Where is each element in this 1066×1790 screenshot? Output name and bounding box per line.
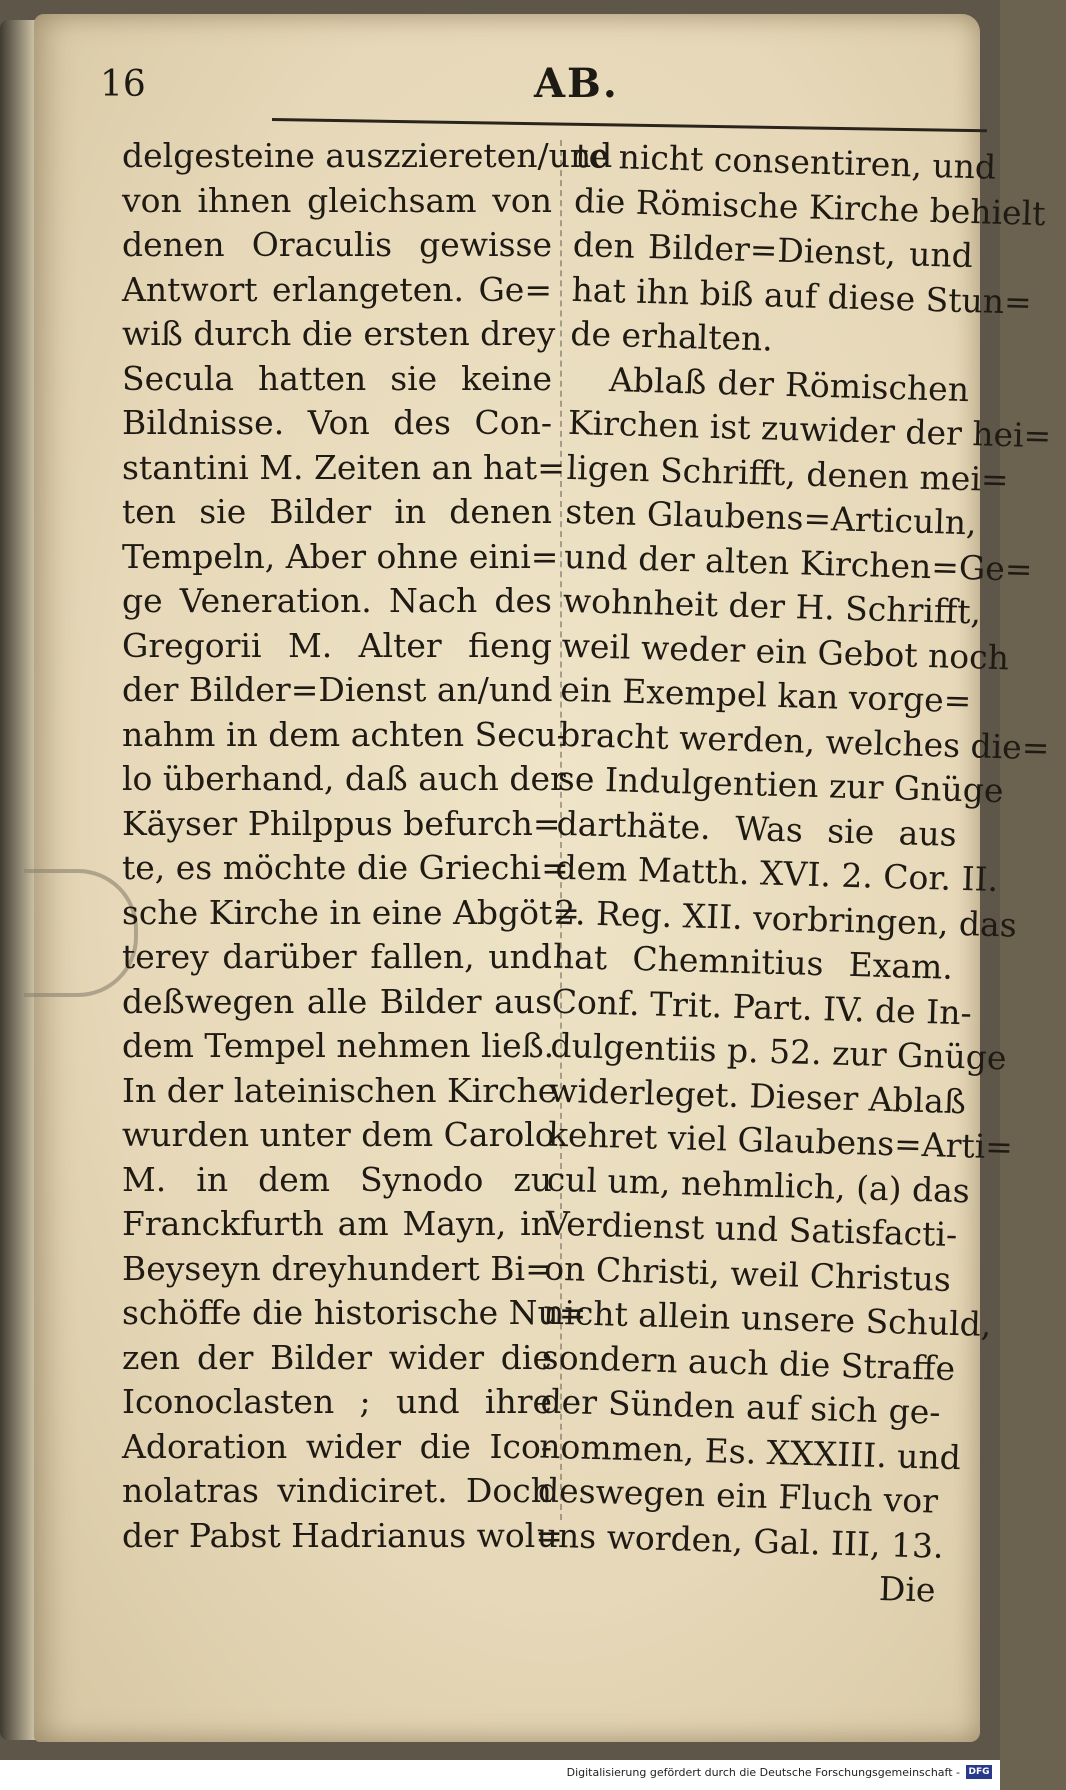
text-line: nolatras vindiciret. Doch	[122, 1471, 552, 1510]
text-line: dem Tempel nehmen ließ.	[122, 1026, 555, 1065]
text-line: In der lateinischen Kirche	[122, 1070, 558, 1110]
text-line: hat ihn biß auf diese Stun=	[571, 269, 1033, 322]
text-line: sondern auch die Straffe	[541, 1337, 956, 1388]
text-line: terey darüber fallen, und	[122, 937, 552, 976]
text-line: ten sie Bilder in denen	[122, 492, 552, 531]
text-line: Conf. Trit. Part. IV. de In-	[551, 981, 973, 1032]
text-line: wiß durch die ersten drey	[122, 314, 556, 353]
text-line: denen Oraculis gewisse	[122, 225, 552, 264]
text-line: te, es möchte die Griechi=	[122, 848, 569, 887]
running-head: AB.	[534, 60, 619, 107]
text-line: Secula hatten sie keine	[122, 358, 552, 398]
text-line: schöffe die historische Nu=	[122, 1293, 587, 1332]
text-line: M. in dem Synodo zu	[122, 1159, 552, 1199]
text-line: wurden unter dem Carolo	[122, 1115, 555, 1154]
page-clip-mark	[24, 869, 138, 997]
text-line: se Indulgentien zur Gnüge	[557, 758, 1004, 811]
text-line: die Römische Kirche behielt	[573, 180, 1047, 233]
text-line: Antwort erlangeten. Ge=	[122, 269, 552, 309]
text-line: de erhalten.	[569, 313, 774, 359]
text-line: Gregorii M. Alter fieng	[122, 625, 552, 665]
text-line: wohnheit der H. Schrifft,	[562, 580, 982, 632]
text-line: uns worden, Gal. III, 13.	[536, 1514, 945, 1566]
text-line: ligen Schrifft, denen mei=	[566, 447, 1010, 499]
text-line: nicht allein unsere Schuld,	[542, 1292, 992, 1345]
text-line: deswegen ein Fluch vor	[537, 1470, 939, 1521]
text-line: nahm in dem achten Secu-	[122, 714, 568, 754]
text-line: dem Matth. XVI. 2. Cor. II.	[554, 847, 999, 900]
text-line: deßwegen alle Bilder aus	[122, 981, 552, 1021]
text-line: Franckfurth am Mayn, in	[122, 1204, 552, 1243]
text-line: sten Glaubens=Articuln,	[564, 491, 978, 543]
text-line: der Sünden auf sich ge-	[540, 1381, 941, 1432]
text-line: sche Kirche in eine Abgöt=	[122, 892, 580, 932]
left-text-column	[122, 134, 613, 1558]
text-line: ge Veneration. Nach des	[122, 581, 552, 620]
text-line: Beyseyn dreyhundert Bi=	[122, 1248, 553, 1288]
text-line: Iconoclasten ; und ihre	[122, 1382, 552, 1421]
text-line: 2. Reg. XII. vorbringen, das	[553, 892, 1018, 945]
page-number: 16	[100, 64, 146, 105]
text-line: stantini M. Zeiten an hat=	[122, 447, 565, 487]
text-line: von ihnen gleichsam von	[122, 180, 552, 220]
text-line: weil weder ein Gebot noch	[561, 625, 1010, 677]
text-line: ein Exempel kan vorge=	[559, 669, 972, 721]
text-line: kehret viel Glaubens=Arti=	[547, 1114, 1014, 1167]
text-line: Adoration wider die Ico-	[122, 1426, 552, 1466]
text-line: darthäte. Was sie aus	[556, 803, 958, 854]
text-line: Bildnisse. Von des Con-	[122, 403, 552, 442]
text-line: hat Chemnitius Exam.	[552, 936, 954, 987]
text-line: nommen, Es. XXXIII. und	[538, 1425, 962, 1477]
text-line: Käyser Philppus befurch=	[122, 803, 561, 843]
right-text-column	[535, 134, 1052, 1613]
text-line: dulgentiis p. 52. zur Gnüge	[550, 1025, 1008, 1078]
text-line: Kirchen ist zuwider der hei=	[567, 402, 1052, 456]
text-line: Verdienst und Satisfacti-	[545, 1203, 958, 1255]
text-line: delgesteine auszziereten/und	[122, 136, 613, 175]
text-line: der Bilder=Dienst an/und	[122, 670, 553, 709]
text-line: on Christi, weil Christus	[543, 1248, 952, 1299]
text-line: Ablaß der Römischen	[608, 359, 970, 409]
text-line: lo überhand, daß auch der	[122, 759, 566, 798]
text-line: der Pabst Hadrianus wol=	[122, 1515, 563, 1555]
text-line: te nicht consentiren, und	[574, 135, 997, 187]
text-line: widerleget. Dieser Ablaß	[548, 1070, 967, 1121]
text-line: Tempeln, Aber ohne eini=	[122, 536, 559, 576]
dfg-logo-icon: DFG	[966, 1765, 992, 1779]
text-line: bracht werden, welches die=	[558, 714, 1050, 767]
text-line: zen der Bilder wider die	[122, 1337, 552, 1377]
text-line: den Bilder=Dienst, und	[572, 224, 974, 276]
digitization-credit: Digitalisierung gefördert durch die Deutsche Forschungsgemeinschaft -	[566, 1766, 960, 1779]
text-line: und der alten Kirchen=Ge=	[563, 536, 1034, 589]
catchword: Die	[878, 1569, 937, 1610]
text-line: cul um, nehmlich, (a) das	[546, 1159, 971, 1210]
